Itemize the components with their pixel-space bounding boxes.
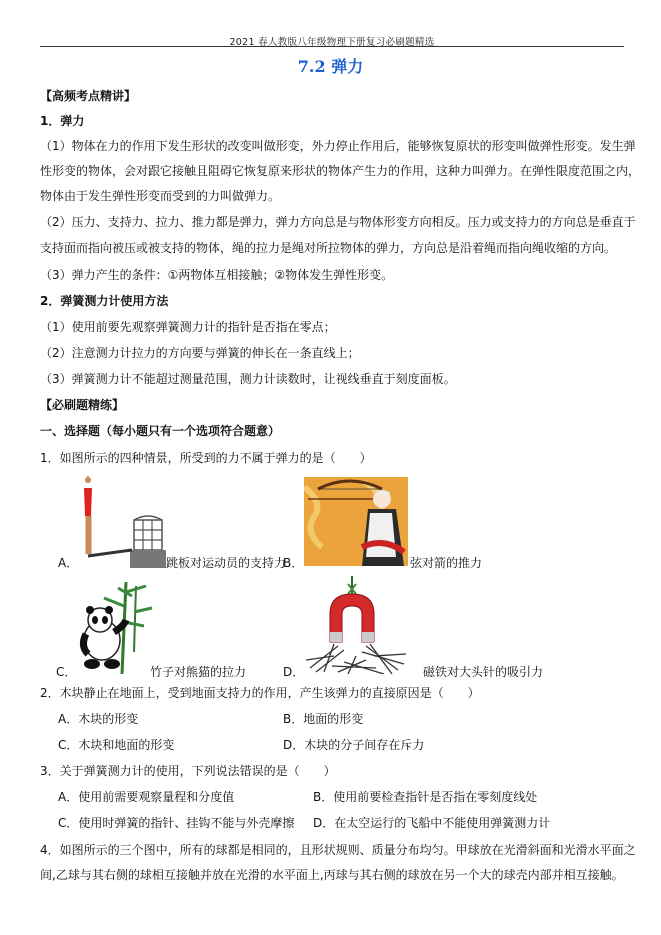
q2-option-d: D．木块的分子间存在斥力 (283, 738, 425, 752)
question-2-stem: 2．木块静止在地面上，受到地面支持力的作用，产生该弹力的直接原因是（ ） (40, 686, 480, 700)
question-4-line-1: 4．如图所示的三个图中，所有的球都是相同的，且形状规则、质量分布均匀。甲球放在光滑斜面和光滑水平面之 (40, 843, 636, 857)
text-line: 性形变的物体，会对跟它接触且阻碍它恢复原来形状的物体产生力的作用，这种力叫弹力。在弹性限度范围之内， (40, 164, 641, 178)
section-head-key-points: 【高频考点精讲】 (40, 89, 137, 103)
diving-board-image (72, 476, 166, 568)
q3-option-a: A．使用前需要观察量程和分度值 (58, 790, 235, 804)
topic-1-title: 1．弹力 (40, 114, 85, 128)
q1-option-c-text: 竹子对熊猫的拉力 (150, 665, 247, 679)
running-header: 2021 春人教版八年级物理下册复习必刷题精选 (229, 37, 435, 48)
panda-bamboo-image (74, 582, 154, 674)
header-rule (40, 46, 624, 47)
q2-option-a: A．木块的形变 (58, 712, 139, 726)
q1-option-c-label: C． (56, 665, 77, 679)
q1-option-d-text: 磁铁对大头针的吸引力 (423, 665, 544, 679)
q1-option-d-label: D． (283, 665, 305, 679)
magnet-pins-image (304, 576, 408, 674)
question-3-stem: 3．关于弹簧测力计的使用，下列说法错误的是（ ） (40, 764, 336, 778)
text-line: （1）使用前要先观察弹簧测力计的指针是否指在零点； (40, 320, 336, 334)
q2-option-b: B．地面的形变 (283, 712, 364, 726)
q1-option-a-text: 跳板对运动员的支持力 (166, 556, 287, 570)
part-heading: 一、选择题（每小题只有一个选项符合题意） (40, 424, 281, 438)
page-title: 7.2 弹力 (297, 57, 364, 76)
q3-option-b: B．使用前要检查指针是否指在零刻度线处 (313, 790, 538, 804)
question-1-stem: 1．如图所示的四种情景，所受到的力不属于弹力的是（ ） (40, 451, 372, 465)
section-head-exercises: 【必刷题精练】 (40, 398, 125, 412)
text-line: （3）弹簧测力计不能超过测量范围，测力计读数时，让视线垂直于刻度面板。 (40, 372, 456, 386)
question-4-line-2: 间,乙球与其右侧的球相互接触并放在光滑的水平面上,丙球与其右侧的球放在另一个大的球壳内部并相互接触。 (40, 868, 624, 882)
archer-image (304, 477, 408, 566)
text-line: （3）弹力产生的条件：①两物体互相接触；②物体发生弹性形变。 (40, 268, 394, 282)
text-line: （2）压力、支持力、拉力、推力都是弹力，弹力方向总是与物体形变方向相反。压力或支持力的方向总是垂直于 (40, 215, 636, 229)
q1-option-b-label: B． (283, 556, 304, 570)
q1-option-b-text: 弦对箭的推力 (410, 556, 483, 570)
text-line: 支持面而指向被压或被支持的物体，绳的拉力是绳对所拉物体的弹力，方向总是沿着绳而指向绳收缩的方向。 (40, 241, 617, 255)
q2-option-c: C．木块和地面的形变 (58, 738, 175, 752)
q3-option-d: D．在太空运行的飞船中不能使用弹簧测力计 (313, 816, 551, 830)
text-line: （1）物体在力的作用下发生形状的改变叫做形变，外力停止作用后，能够恢复原状的形变叫做弹性形变。发生弹 (40, 139, 636, 153)
text-line: （2）注意测力计拉力的方向要与弹簧的伸长在一条直线上； (40, 346, 360, 360)
q3-option-c: C．使用时弹簧的指针、挂钩不能与外壳摩擦 (58, 816, 295, 830)
text-line: 物体由于发生弹性形变而受到的力叫做弹力。 (40, 189, 281, 203)
q1-option-a-label: A． (58, 556, 79, 570)
topic-2-title: 2．弹簧测力计使用方法 (40, 294, 169, 308)
